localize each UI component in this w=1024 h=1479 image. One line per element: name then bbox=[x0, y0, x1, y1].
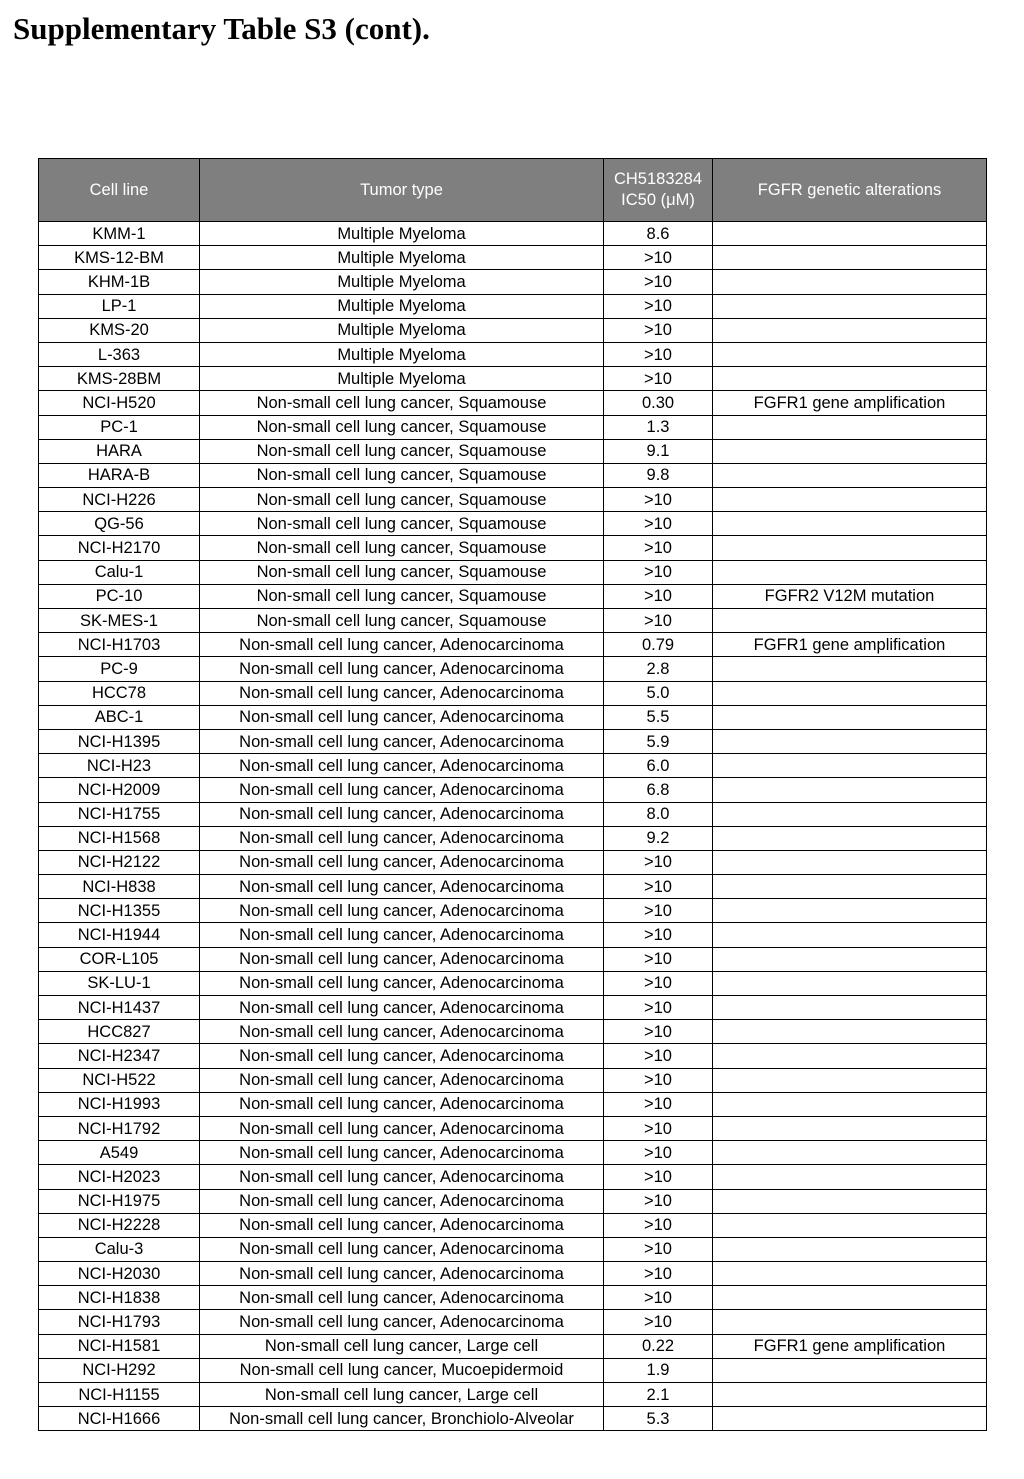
tumor-type: Non-small cell lung cancer, Adenocarcinoma bbox=[200, 1116, 604, 1140]
fgfr-alteration bbox=[713, 923, 987, 947]
cell-line-name: NCI-H2122 bbox=[39, 850, 200, 874]
ic50-value: >10 bbox=[604, 609, 713, 633]
table-row bbox=[39, 875, 987, 899]
cell-line-name: SK-LU-1 bbox=[39, 971, 200, 995]
fgfr-alteration bbox=[713, 222, 987, 246]
cell-line-name: NCI-H522 bbox=[39, 1068, 200, 1092]
fgfr-alteration bbox=[713, 1092, 987, 1116]
fgfr-alteration bbox=[713, 802, 987, 826]
fgfr-alteration bbox=[713, 971, 987, 995]
fgfr-alteration bbox=[713, 1310, 987, 1334]
fgfr-alteration bbox=[713, 342, 987, 366]
cell-line-name: KMS-12-BM bbox=[39, 246, 200, 270]
tumor-type: Non-small cell lung cancer, Adenocarcinoma bbox=[200, 996, 604, 1020]
fgfr-alteration bbox=[713, 1286, 987, 1310]
tumor-type: Non-small cell lung cancer, Squamouse bbox=[200, 415, 604, 439]
ic50-value: >10 bbox=[604, 342, 713, 366]
fgfr-alteration bbox=[713, 1116, 987, 1140]
tumor-type: Multiple Myeloma bbox=[200, 270, 604, 294]
tumor-type: Non-small cell lung cancer, Adenocarcinoma bbox=[200, 875, 604, 899]
ic50-value: >10 bbox=[604, 1068, 713, 1092]
table-body bbox=[39, 222, 987, 1431]
table-row bbox=[39, 826, 987, 850]
tumor-type: Non-small cell lung cancer, Adenocarcinoma bbox=[200, 826, 604, 850]
table-row bbox=[39, 1213, 987, 1237]
table-row bbox=[39, 367, 987, 391]
fgfr-alteration bbox=[713, 826, 987, 850]
ic50-value: >10 bbox=[604, 923, 713, 947]
tumor-type: Non-small cell lung cancer, Adenocarcinoma bbox=[200, 681, 604, 705]
table-row bbox=[39, 415, 987, 439]
ic50-value: >10 bbox=[604, 996, 713, 1020]
tumor-type: Multiple Myeloma bbox=[200, 342, 604, 366]
tumor-type: Non-small cell lung cancer, Adenocarcinoma bbox=[200, 1092, 604, 1116]
tumor-type: Non-small cell lung cancer, Adenocarcinoma bbox=[200, 1141, 604, 1165]
table-row bbox=[39, 318, 987, 342]
cell-line-name: LP-1 bbox=[39, 294, 200, 318]
ic50-value: >10 bbox=[604, 899, 713, 923]
tumor-type: Multiple Myeloma bbox=[200, 222, 604, 246]
ic50-value: >10 bbox=[604, 971, 713, 995]
table-row bbox=[39, 246, 987, 270]
fgfr-alteration: FGFR1 gene amplification bbox=[713, 391, 987, 415]
ic50-value: 5.0 bbox=[604, 681, 713, 705]
table-header bbox=[39, 159, 987, 222]
table-row bbox=[39, 681, 987, 705]
fgfr-alteration bbox=[713, 1407, 987, 1431]
tumor-type: Non-small cell lung cancer, Adenocarcinoma bbox=[200, 705, 604, 729]
cell-line-name: KMM-1 bbox=[39, 222, 200, 246]
table-row bbox=[39, 633, 987, 657]
fgfr-alteration bbox=[713, 463, 987, 487]
fgfr-alteration bbox=[713, 1189, 987, 1213]
ic50-value: >10 bbox=[604, 367, 713, 391]
table-row bbox=[39, 1237, 987, 1261]
header-cell-line: Cell line bbox=[39, 159, 200, 222]
ic50-value: >10 bbox=[604, 1189, 713, 1213]
tumor-type: Non-small cell lung cancer, Adenocarcinoma bbox=[200, 1165, 604, 1189]
ic50-value: 2.1 bbox=[604, 1383, 713, 1407]
cell-line-name: NCI-H1755 bbox=[39, 802, 200, 826]
tumor-type: Non-small cell lung cancer, Adenocarcinoma bbox=[200, 1189, 604, 1213]
tumor-type: Non-small cell lung cancer, Adenocarcinoma bbox=[200, 729, 604, 753]
cell-line-name: NCI-H1666 bbox=[39, 1407, 200, 1431]
ic50-value: >10 bbox=[604, 584, 713, 608]
tumor-type: Non-small cell lung cancer, Squamouse bbox=[200, 463, 604, 487]
tumor-type: Non-small cell lung cancer, Adenocarcinoma bbox=[200, 802, 604, 826]
fgfr-alteration bbox=[713, 1044, 987, 1068]
fgfr-alteration: FGFR1 gene amplification bbox=[713, 1334, 987, 1358]
cell-line-name: KHM-1B bbox=[39, 270, 200, 294]
table-row bbox=[39, 1189, 987, 1213]
cell-line-name: QG-56 bbox=[39, 512, 200, 536]
tumor-type: Non-small cell lung cancer, Adenocarcinoma bbox=[200, 1310, 604, 1334]
ic50-value: >10 bbox=[604, 318, 713, 342]
ic50-value: 9.8 bbox=[604, 463, 713, 487]
table-row bbox=[39, 657, 987, 681]
table-row bbox=[39, 270, 987, 294]
fgfr-alteration bbox=[713, 294, 987, 318]
ic50-value: 2.8 bbox=[604, 657, 713, 681]
ic50-value: 0.30 bbox=[604, 391, 713, 415]
ic50-value: 9.1 bbox=[604, 439, 713, 463]
ic50-value: 0.79 bbox=[604, 633, 713, 657]
cell-line-name: NCI-H1581 bbox=[39, 1334, 200, 1358]
ic50-value: >10 bbox=[604, 1116, 713, 1140]
fgfr-alteration bbox=[713, 681, 987, 705]
table-row bbox=[39, 1358, 987, 1382]
fgfr-alteration bbox=[713, 1262, 987, 1286]
tumor-type: Non-small cell lung cancer, Squamouse bbox=[200, 439, 604, 463]
ic50-value: 6.8 bbox=[604, 778, 713, 802]
table-row bbox=[39, 947, 987, 971]
tumor-type: Non-small cell lung cancer, Squamouse bbox=[200, 512, 604, 536]
table-row bbox=[39, 294, 987, 318]
tumor-type: Non-small cell lung cancer, Adenocarcinoma bbox=[200, 899, 604, 923]
ic50-value: >10 bbox=[604, 1237, 713, 1261]
fgfr-alteration bbox=[713, 318, 987, 342]
fgfr-alteration bbox=[713, 996, 987, 1020]
cell-line-name: NCI-H2023 bbox=[39, 1165, 200, 1189]
table-row bbox=[39, 488, 987, 512]
cell-line-name: NCI-H1793 bbox=[39, 1310, 200, 1334]
table-row bbox=[39, 754, 987, 778]
cell-line-name: Calu-3 bbox=[39, 1237, 200, 1261]
cell-line-name: KMS-28BM bbox=[39, 367, 200, 391]
tumor-type: Non-small cell lung cancer, Adenocarcinoma bbox=[200, 923, 604, 947]
tumor-type: Non-small cell lung cancer, Adenocarcinoma bbox=[200, 754, 604, 778]
header-row bbox=[39, 159, 987, 222]
table-row bbox=[39, 778, 987, 802]
fgfr-alteration bbox=[713, 439, 987, 463]
tumor-type: Non-small cell lung cancer, Adenocarcinoma bbox=[200, 633, 604, 657]
ic50-value: >10 bbox=[604, 488, 713, 512]
tumor-type: Non-small cell lung cancer, Squamouse bbox=[200, 609, 604, 633]
table-row bbox=[39, 463, 987, 487]
ic50-value: 8.0 bbox=[604, 802, 713, 826]
cell-line-name: HARA-B bbox=[39, 463, 200, 487]
table-row bbox=[39, 1116, 987, 1140]
fgfr-alteration bbox=[713, 875, 987, 899]
cell-line-name: NCI-H226 bbox=[39, 488, 200, 512]
ic50-value: >10 bbox=[604, 560, 713, 584]
tumor-type: Multiple Myeloma bbox=[200, 318, 604, 342]
table-row bbox=[39, 560, 987, 584]
header-fgfr-alterations: FGFR genetic alterations bbox=[713, 159, 987, 222]
ic50-value: >10 bbox=[604, 875, 713, 899]
table-row bbox=[39, 1286, 987, 1310]
ic50-value: 8.6 bbox=[604, 222, 713, 246]
fgfr-alteration bbox=[713, 367, 987, 391]
table-row bbox=[39, 609, 987, 633]
table-row bbox=[39, 1092, 987, 1116]
cell-line-name: NCI-H1993 bbox=[39, 1092, 200, 1116]
table-row bbox=[39, 729, 987, 753]
ic50-value: >10 bbox=[604, 1165, 713, 1189]
cell-line-name: NCI-H1944 bbox=[39, 923, 200, 947]
fgfr-alteration bbox=[713, 246, 987, 270]
table-row bbox=[39, 536, 987, 560]
tumor-type: Non-small cell lung cancer, Squamouse bbox=[200, 536, 604, 560]
tumor-type: Non-small cell lung cancer, Large cell bbox=[200, 1383, 604, 1407]
fgfr-alteration bbox=[713, 512, 987, 536]
cell-line-name: KMS-20 bbox=[39, 318, 200, 342]
table-row bbox=[39, 222, 987, 246]
table-row bbox=[39, 1068, 987, 1092]
tumor-type: Non-small cell lung cancer, Adenocarcinoma bbox=[200, 1068, 604, 1092]
table-row bbox=[39, 1334, 987, 1358]
cell-line-name: NCI-H1395 bbox=[39, 729, 200, 753]
table-row bbox=[39, 899, 987, 923]
table-row bbox=[39, 996, 987, 1020]
ic50-value: >10 bbox=[604, 947, 713, 971]
cell-line-name: NCI-H2009 bbox=[39, 778, 200, 802]
tumor-type: Non-small cell lung cancer, Adenocarcinoma bbox=[200, 657, 604, 681]
ic50-value: 5.5 bbox=[604, 705, 713, 729]
cell-line-name: COR-L105 bbox=[39, 947, 200, 971]
ic50-value: >10 bbox=[604, 1213, 713, 1237]
ic50-value: >10 bbox=[604, 1286, 713, 1310]
table-row bbox=[39, 850, 987, 874]
ic50-value: >10 bbox=[604, 294, 713, 318]
fgfr-alteration bbox=[713, 1213, 987, 1237]
fgfr-alteration: FGFR2 V12M mutation bbox=[713, 584, 987, 608]
table-row bbox=[39, 391, 987, 415]
table-row bbox=[39, 1044, 987, 1068]
fgfr-alteration bbox=[713, 1165, 987, 1189]
table-row bbox=[39, 512, 987, 536]
table-row bbox=[39, 923, 987, 947]
tumor-type: Non-small cell lung cancer, Adenocarcinoma bbox=[200, 1262, 604, 1286]
header-tumor-type: Tumor type bbox=[200, 159, 604, 222]
ic50-value: >10 bbox=[604, 512, 713, 536]
cell-line-name: SK-MES-1 bbox=[39, 609, 200, 633]
table-row bbox=[39, 342, 987, 366]
cell-line-name: NCI-H1437 bbox=[39, 996, 200, 1020]
tumor-type: Non-small cell lung cancer, Adenocarcinoma bbox=[200, 1213, 604, 1237]
fgfr-alteration bbox=[713, 488, 987, 512]
fgfr-alteration bbox=[713, 778, 987, 802]
fgfr-alteration bbox=[713, 1358, 987, 1382]
table-row bbox=[39, 1383, 987, 1407]
cell-line-name: NCI-H520 bbox=[39, 391, 200, 415]
header-ic50: CH5183284 IC50 (μM) bbox=[604, 159, 713, 222]
table-row bbox=[39, 705, 987, 729]
ic50-value: 0.22 bbox=[604, 1334, 713, 1358]
cell-line-name: PC-1 bbox=[39, 415, 200, 439]
ic50-value: >10 bbox=[604, 1020, 713, 1044]
tumor-type: Non-small cell lung cancer, Squamouse bbox=[200, 584, 604, 608]
tumor-type: Non-small cell lung cancer, Adenocarcinoma bbox=[200, 947, 604, 971]
ic50-value: >10 bbox=[604, 1141, 713, 1165]
fgfr-alteration bbox=[713, 609, 987, 633]
fgfr-alteration bbox=[713, 1141, 987, 1165]
fgfr-alteration bbox=[713, 1383, 987, 1407]
tumor-type: Multiple Myeloma bbox=[200, 246, 604, 270]
fgfr-alteration bbox=[713, 729, 987, 753]
cell-line-name: NCI-H838 bbox=[39, 875, 200, 899]
ic50-value: >10 bbox=[604, 1092, 713, 1116]
cell-line-name: NCI-H1975 bbox=[39, 1189, 200, 1213]
fgfr-alteration bbox=[713, 754, 987, 778]
cell-line-name: NCI-H1155 bbox=[39, 1383, 200, 1407]
cell-line-name: NCI-H1355 bbox=[39, 899, 200, 923]
cell-line-name: NCI-H1703 bbox=[39, 633, 200, 657]
cell-line-name: NCI-H2228 bbox=[39, 1213, 200, 1237]
cell-line-name: L-363 bbox=[39, 342, 200, 366]
fgfr-alteration bbox=[713, 850, 987, 874]
fgfr-alteration bbox=[713, 1020, 987, 1044]
fgfr-alteration bbox=[713, 270, 987, 294]
ic50-value: >10 bbox=[604, 270, 713, 294]
fgfr-alteration bbox=[713, 657, 987, 681]
tumor-type: Non-small cell lung cancer, Adenocarcinoma bbox=[200, 971, 604, 995]
ic50-value: 6.0 bbox=[604, 754, 713, 778]
cell-line-name: NCI-H1792 bbox=[39, 1116, 200, 1140]
fgfr-alteration bbox=[713, 705, 987, 729]
tumor-type: Non-small cell lung cancer, Adenocarcinoma bbox=[200, 850, 604, 874]
tumor-type: Non-small cell lung cancer, Bronchiolo-Alveolar bbox=[200, 1407, 604, 1431]
fgfr-alteration bbox=[713, 536, 987, 560]
ic50-value: 5.3 bbox=[604, 1407, 713, 1431]
cell-line-name: A549 bbox=[39, 1141, 200, 1165]
tumor-type: Non-small cell lung cancer, Adenocarcinoma bbox=[200, 778, 604, 802]
ic50-value: >10 bbox=[604, 1262, 713, 1286]
ic50-value: >10 bbox=[604, 246, 713, 270]
tumor-type: Multiple Myeloma bbox=[200, 367, 604, 391]
tumor-type: Non-small cell lung cancer, Adenocarcinoma bbox=[200, 1044, 604, 1068]
ic50-value: 5.9 bbox=[604, 729, 713, 753]
ic50-value: >10 bbox=[604, 536, 713, 560]
ic50-value: 1.9 bbox=[604, 1358, 713, 1382]
tumor-type: Non-small cell lung cancer, Squamouse bbox=[200, 488, 604, 512]
tumor-type: Non-small cell lung cancer, Adenocarcinoma bbox=[200, 1237, 604, 1261]
table-row bbox=[39, 1020, 987, 1044]
fgfr-alteration: FGFR1 gene amplification bbox=[713, 633, 987, 657]
ic50-value: 9.2 bbox=[604, 826, 713, 850]
tumor-type: Non-small cell lung cancer, Mucoepidermoid bbox=[200, 1358, 604, 1382]
cell-line-name: NCI-H1838 bbox=[39, 1286, 200, 1310]
cell-line-name: Calu-1 bbox=[39, 560, 200, 584]
cell-line-name: PC-9 bbox=[39, 657, 200, 681]
cell-line-name: PC-10 bbox=[39, 584, 200, 608]
fgfr-alteration bbox=[713, 1237, 987, 1261]
table-row bbox=[39, 971, 987, 995]
tumor-type: Multiple Myeloma bbox=[200, 294, 604, 318]
tumor-type: Non-small cell lung cancer, Adenocarcinoma bbox=[200, 1020, 604, 1044]
cell-line-name: HARA bbox=[39, 439, 200, 463]
cell-line-name: NCI-H1568 bbox=[39, 826, 200, 850]
cell-line-name: HCC827 bbox=[39, 1020, 200, 1044]
table-row bbox=[39, 1262, 987, 1286]
ic50-value: >10 bbox=[604, 1044, 713, 1068]
ic50-value: >10 bbox=[604, 850, 713, 874]
fgfr-alteration bbox=[713, 899, 987, 923]
table-row bbox=[39, 1407, 987, 1431]
fgfr-alteration bbox=[713, 415, 987, 439]
tumor-type: Non-small cell lung cancer, Large cell bbox=[200, 1334, 604, 1358]
cell-line-name: NCI-H292 bbox=[39, 1358, 200, 1382]
ic50-value: 1.3 bbox=[604, 415, 713, 439]
table-row bbox=[39, 1165, 987, 1189]
cell-line-name: NCI-H2347 bbox=[39, 1044, 200, 1068]
page-title: Supplementary Table S3 (cont). bbox=[13, 11, 430, 46]
fgfr-alteration bbox=[713, 560, 987, 584]
tumor-type: Non-small cell lung cancer, Squamouse bbox=[200, 560, 604, 584]
cell-line-name: NCI-H2030 bbox=[39, 1262, 200, 1286]
cell-line-name: NCI-H23 bbox=[39, 754, 200, 778]
table-row bbox=[39, 584, 987, 608]
table-row bbox=[39, 439, 987, 463]
cell-line-name: NCI-H2170 bbox=[39, 536, 200, 560]
tumor-type: Non-small cell lung cancer, Squamouse bbox=[200, 391, 604, 415]
table-row bbox=[39, 802, 987, 826]
cell-line-name: HCC78 bbox=[39, 681, 200, 705]
tumor-type: Non-small cell lung cancer, Adenocarcinoma bbox=[200, 1286, 604, 1310]
cell-line-table bbox=[38, 158, 987, 1431]
table-row bbox=[39, 1141, 987, 1165]
table-row bbox=[39, 1310, 987, 1334]
ic50-value: >10 bbox=[604, 1310, 713, 1334]
cell-line-name: ABC-1 bbox=[39, 705, 200, 729]
fgfr-alteration bbox=[713, 1068, 987, 1092]
fgfr-alteration bbox=[713, 947, 987, 971]
